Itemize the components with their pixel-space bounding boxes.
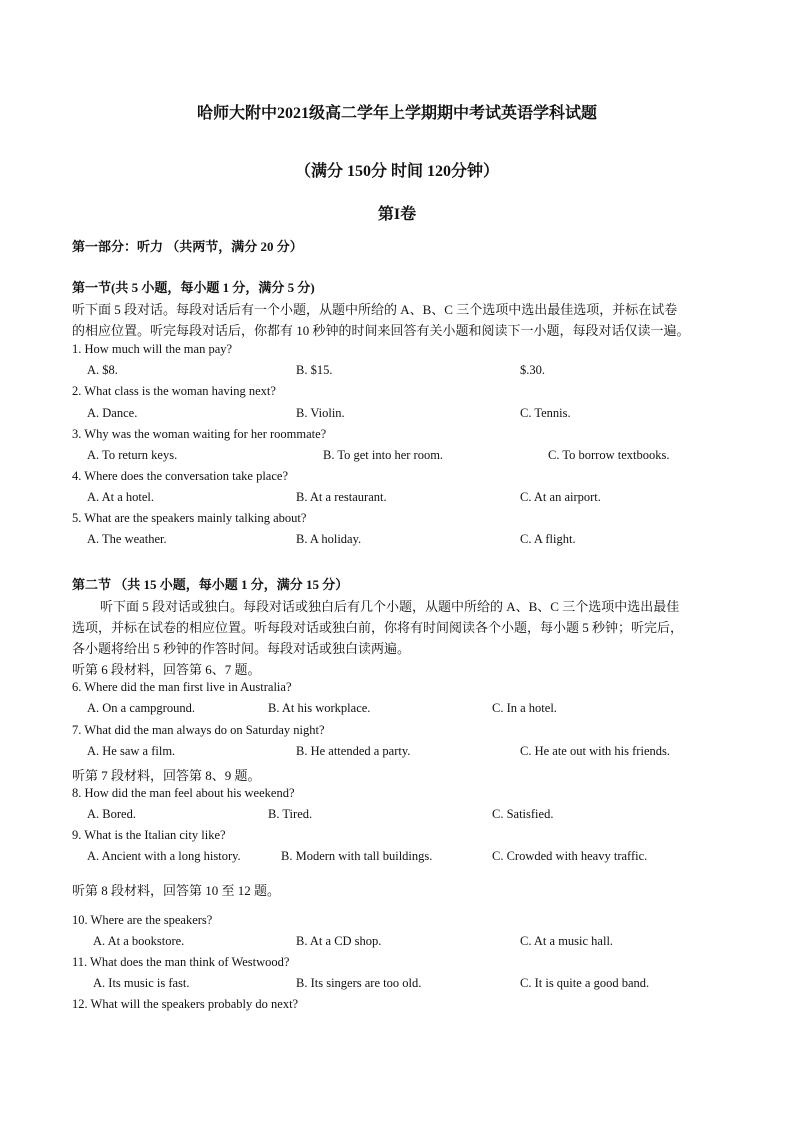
section1-heading: 第一节(共 5 小题，每小题 1 分，满分 5 分) xyxy=(72,280,315,295)
question-6: 6. Where did the man first live in Australia? xyxy=(72,680,292,694)
q4-option-a: A. At a hotel. xyxy=(87,490,155,504)
volume-heading: 第I卷 xyxy=(377,206,417,223)
question-5: 5. What are the speakers mainly talking about? xyxy=(72,511,307,525)
q3-option-a: A. To return keys. xyxy=(87,448,178,462)
section2-instruction-line2: 选项，并标在试卷的相应位置。听每段对话或独白前，你将有时间阅读各个小题，每小题 5 秒钟；听完后， xyxy=(72,620,684,635)
q7-option-a: A. He saw a film. xyxy=(87,744,176,758)
question-10: 10. Where are the speakers? xyxy=(72,913,213,927)
q7-option-b: B. He attended a party. xyxy=(296,744,411,758)
section2-instruction-line3: 各小题将给出 5 秒钟的作答时间。每段对话或独白读两遍。 xyxy=(72,641,411,656)
question-8: 8. How did the man feel about his weekend? xyxy=(72,786,295,800)
q8-option-a: A. Bored. xyxy=(87,807,136,821)
q2-option-c: C. Tennis. xyxy=(520,406,571,420)
material-8-instruction: 听第 8 段材料，回答第 10 至 12 题。 xyxy=(72,883,281,898)
q9-option-b: B. Modern with tall buildings. xyxy=(281,849,433,863)
q2-option-b: B. Violin. xyxy=(296,406,345,420)
q10-option-c: C. At a music hall. xyxy=(520,934,614,948)
q6-option-b: B. At his workplace. xyxy=(268,701,371,715)
q5-option-c: C. A flight. xyxy=(520,532,576,546)
q11-option-a: A. Its music is fast. xyxy=(93,976,190,990)
q3-option-b: B. To get into her room. xyxy=(323,448,444,462)
question-7: 7. What did the man always do on Saturday night? xyxy=(72,723,325,737)
q3-option-c: C. To borrow textbooks. xyxy=(548,448,670,462)
question-12: 12. What will the speakers probably do next? xyxy=(72,997,299,1011)
q5-option-b: B. A holiday. xyxy=(296,532,362,546)
question-11: 11. What does the man think of Westwood? xyxy=(72,955,290,969)
part1-heading: 第一部分：听力 （共两节，满分 20 分） xyxy=(72,239,303,254)
q10-option-a: A. At a bookstore. xyxy=(93,934,185,948)
q2-option-a: A. Dance. xyxy=(87,406,138,420)
q8-option-b: B. Tired. xyxy=(268,807,313,821)
q9-option-a: A. Ancient with a long history. xyxy=(87,849,241,863)
exam-subtitle: （满分 150分 时间 120分钟） xyxy=(294,163,499,180)
q11-option-b: B. Its singers are too old. xyxy=(296,976,422,990)
material-6-instruction: 听第 6 段材料，回答第 6、7 题。 xyxy=(72,662,261,677)
q8-option-c: C. Satisfied. xyxy=(492,807,554,821)
q6-option-a: A. On a campground. xyxy=(87,701,195,715)
question-3: 3. Why was the woman waiting for her roommate? xyxy=(72,427,327,441)
q7-option-c: C. He ate out with his friends. xyxy=(520,744,670,758)
q1-option-b: B. $15. xyxy=(296,363,333,377)
section2-heading: 第二节 （共 15 小题，每小题 1 分，满分 15 分） xyxy=(72,577,349,592)
q4-option-c: C. At an airport. xyxy=(520,490,601,504)
q4-option-b: B. At a restaurant. xyxy=(296,490,387,504)
q1-option-a: A. $8. xyxy=(87,363,118,377)
question-9: 9. What is the Italian city like? xyxy=(72,828,226,842)
q5-option-a: A. The weather. xyxy=(87,532,167,546)
q10-option-b: B. At a CD shop. xyxy=(296,934,382,948)
question-4: 4. Where does the conversation take place? xyxy=(72,469,288,483)
section1-instruction-line2: 的相应位置。听完每段对话后，你都有 10 秒钟的时间来回答有关小题和阅读下一小题，每段对话仅读一遍。 xyxy=(72,323,690,338)
material-7-instruction: 听第 7 段材料，回答第 8、9 题。 xyxy=(72,768,261,783)
q9-option-c: C. Crowded with heavy traffic. xyxy=(492,849,648,863)
exam-title: 哈师大附中2021级高二学年上学期期中考试英语学科试题 xyxy=(196,105,597,122)
q1-option-c: $.30. xyxy=(520,363,545,377)
question-2: 2. What class is the woman having next? xyxy=(72,384,276,398)
section1-instruction-line1: 听下面 5 段对话。每段对话后有一个小题，从题中所给的 A、B、C 三个选项中选出最佳选项，并标在试卷 xyxy=(72,302,678,317)
question-1: 1. How much will the man pay? xyxy=(72,342,233,356)
section2-instruction-line1: 听下面 5 段对话或独白。每段对话或独白后有几个小题，从题中所给的 A、B、C 三个选项中选出最佳 xyxy=(100,599,680,614)
q6-option-c: C. In a hotel. xyxy=(492,701,557,715)
q11-option-c: C. It is quite a good band. xyxy=(520,976,650,990)
